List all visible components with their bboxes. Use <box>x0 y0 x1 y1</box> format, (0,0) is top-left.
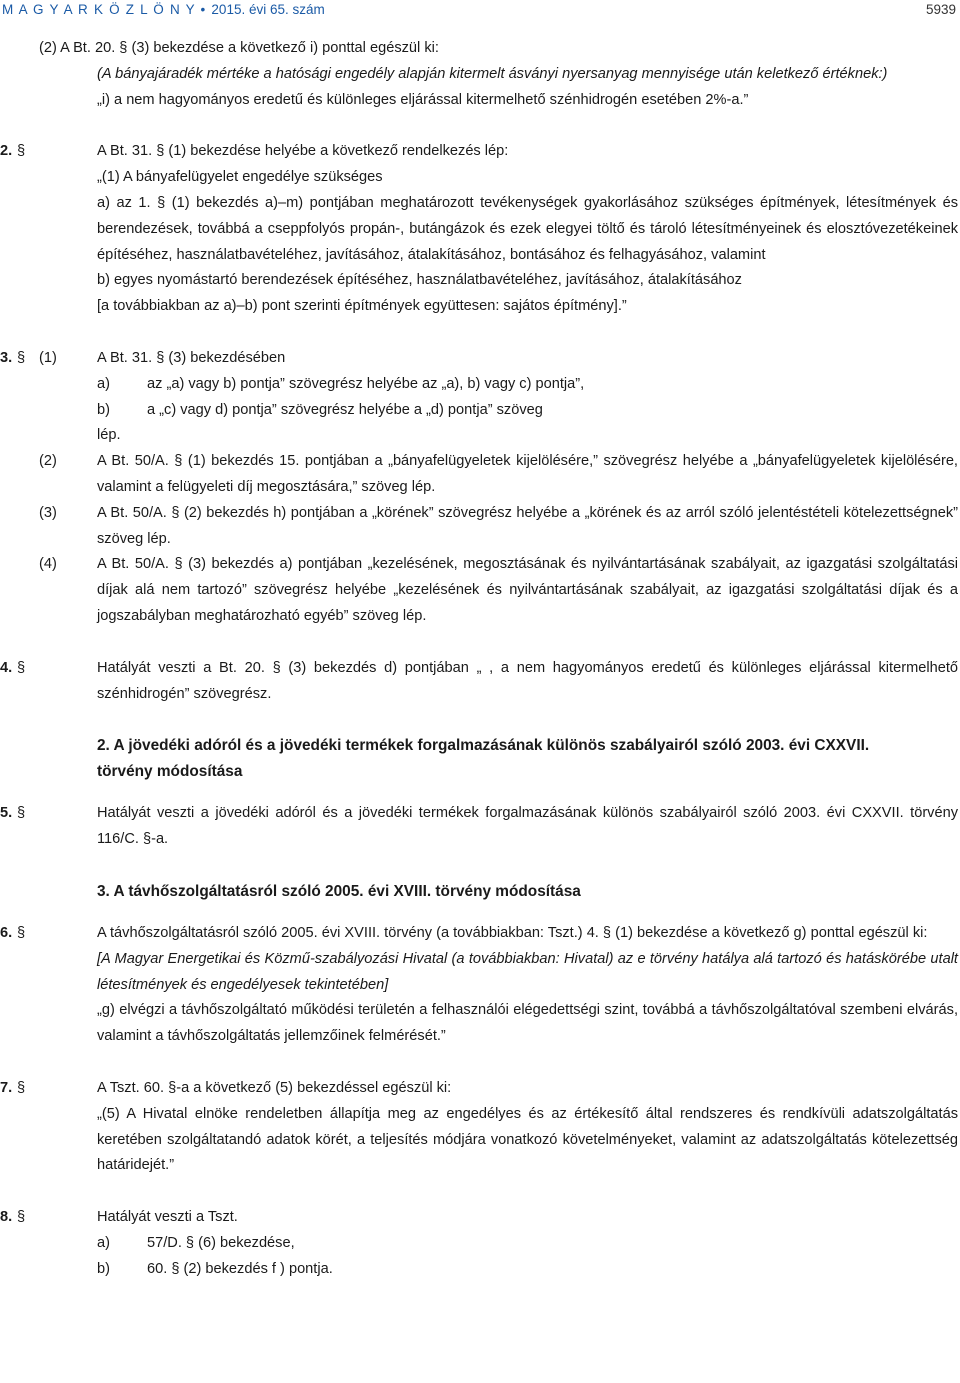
section-number: 8. § <box>0 1209 26 1226</box>
paragraph-text: A Bt. 50/A. § (1) bekezdés 15. pontjában a „bányafelügyeletek kijelölésére,” szövegrész helyébe a „bányafelügyeletek kijelölésére, valamint a felügyeleti díj megosztására,” szöveg lép. <box>97 453 958 495</box>
chapter-title-3: 3. A távhőszolgáltatásról szóló 2005. évi XVIII. törvény módosítása <box>97 882 581 900</box>
s6-context: [A Magyar Energetikai és Közmű-szabályozási Hivatal (a továbbiakban: Hivatal) az e törvény hatálya alá tartozó és hatáskörébe utalt létesítmények és engedélyesek tekintetében] <box>97 950 958 993</box>
s3-point-b <box>97 398 958 424</box>
section-number: 5. § <box>0 805 26 822</box>
s1-lead: (2) A Bt. 20. § (3) bekezdése a következő i) ponttal egészül ki: <box>39 40 439 56</box>
s8-point-a <box>97 1231 958 1257</box>
section-number: 6. § <box>0 924 26 941</box>
section-8 <box>0 1205 958 1282</box>
section-6 <box>0 921 958 1050</box>
point-label: a) <box>97 1234 110 1251</box>
s1-point-i: „i) a nem hagyományos eredetű és különleges eljárással kitermelhető szénhidrogén esetében 2%-a.” <box>97 91 749 108</box>
s3-paragraph-3 <box>39 501 958 553</box>
point-label: b) <box>97 401 110 418</box>
s2-lead: A Bt. 31. § (1) bekezdése helyébe a következő rendelkezés lép: <box>97 143 509 160</box>
section-number: 3. § <box>0 349 26 366</box>
page-header <box>0 0 960 22</box>
section-number: 7. § <box>0 1079 26 1096</box>
paragraph-label: (3) <box>39 504 57 521</box>
section-7 <box>0 1076 958 1179</box>
publication-title <box>2 0 325 20</box>
publication-name: M A G Y A R K Ö Z L Ö N Y <box>2 2 196 17</box>
s3-paragraph-2 <box>39 449 958 501</box>
s7-lead: A Tszt. 60. §-a a következő (5) bekezdéssel egészül ki: <box>97 1079 452 1096</box>
point-label: a) <box>97 375 110 392</box>
point-label: b) <box>97 1260 110 1277</box>
section-4 <box>0 656 958 708</box>
point-text: 60. § (2) bekezdés f ) pontja. <box>147 1260 333 1277</box>
s1-context: (A bányajáradék mértéke a hatósági engedély alapján kitermelt ásványi nyersanyag mennyisége után keletkező értéknek:) <box>97 65 888 82</box>
s5-text: Hatályát veszti a jövedéki adóról és a jövedéki termékek forgalmazásának különös szabályairól szóló 2003. évi CXXVII. törvény 116/C. §-a. <box>97 805 958 848</box>
s2-point-b: b) egyes nyomástartó berendezések építéséhez, használatbavételéhez, javításához, átalakításához <box>97 272 742 289</box>
section-number: 4. § <box>0 659 26 676</box>
s8-point-b <box>97 1257 958 1283</box>
s3-paragraph-1 <box>39 346 958 372</box>
point-text: 57/D. § (6) bekezdése, <box>147 1234 295 1251</box>
paragraph-label: (2) <box>39 453 57 470</box>
paragraph-text: A Bt. 31. § (3) bekezdésében <box>97 349 286 366</box>
issue-number: 2015. évi 65. szám <box>211 2 325 17</box>
paragraph-text: A Bt. 50/A. § (3) bekezdés a) pontjában „kezelésének, megosztásának és nyilvántartásának szabályait, az igazgatási szolgáltatási díjak alá nem tartozó” szövegrész helyébe „kezelésének és nyilvántartásának szabályait, az igazgatási szolgáltatási díjak és a jogszabályban meghatározható egyéb” szöveg lép. <box>97 556 958 624</box>
chapter-title-2: 2. A jövedéki adóról és a jövedéki termékek forgalmazásának különös szabályairól szóló 2003. évi CXXVII. törvény módosítása <box>97 737 870 781</box>
section-2 <box>0 139 958 320</box>
section-3 <box>0 346 958 630</box>
paragraph-label: (4) <box>39 556 57 573</box>
s2-quote-start: „(1) A bányafelügyelet engedélye szükséges <box>97 169 383 186</box>
document-body <box>0 36 958 1282</box>
page-number: 5939 <box>925 2 956 17</box>
section-5 <box>0 801 958 853</box>
s3-point-a <box>97 372 958 398</box>
s2-point-a: a) az 1. § (1) bekezdés a)–m) pontjában meghatározott tevékenységek gyakorlásához szükséges építmények, létesítmények és berendezések, továbbá a cseppfolyós propán-, butángázok és ezek elegyei töltő és tároló létesítményeinek és elosztóvezetékeinek építéséhez, használatbavételéhez, javításához, átalakításához, bontásához és felhagyásához, valamint <box>97 194 958 263</box>
s4-text: Hatályát veszti a Bt. 20. § (3) bekezdés d) pontjában „ , a nem hagyományos eredetű és különleges eljárással kitermelhető szénhidrogén” szövegrész. <box>97 659 958 702</box>
bullet-separator: • <box>200 2 207 17</box>
paragraph-label: (1) <box>39 349 57 366</box>
s3-lep: lép. <box>97 427 121 444</box>
s2-closing: [a továbbiakban az a)–b) pont szerinti építmények együttesen: sajátos építmény].” <box>97 298 627 315</box>
s6-point-g: „g) elvégzi a távhőszolgáltató működési területén a felhasználói elégedettségi szint, továbbá a távhőszolgáltatóval szembeni elvárás, valamint a távhőszolgáltatás jellemzőinek felmérését.” <box>97 1002 958 1045</box>
section-number: 2. § <box>0 143 26 160</box>
s3-paragraph-4 <box>39 552 958 629</box>
s8-lead: Hatályát veszti a Tszt. <box>97 1209 238 1226</box>
point-text: a „c) vagy d) pontja” szövegrész helyébe a „d) pontja” szöveg <box>147 401 543 418</box>
s7-quote: „(5) A Hivatal elnöke rendeletben állapítja meg az engedélyes és az értékesítő által rendszeres és rendkívüli adatszolgáltatás keretében szolgáltatandó adatok körét, a teljesítés módjára vonatkozó követelményeket, valamint az adatszolgáltatás kötelezettség határidejét.” <box>97 1105 958 1174</box>
paragraph-text: A Bt. 50/A. § (2) bekezdés h) pontjában a „körének” szövegrész helyébe a „körének és az arról szóló jelentéstételi kötelezettségnek” szöveg lép. <box>97 504 958 547</box>
point-text: az „a) vagy b) pontja” szövegrész helyébe az „a), b) vagy c) pontja”, <box>147 375 585 392</box>
s6-lead: A távhőszolgáltatásról szóló 2005. évi XVIII. törvény (a továbbiakban: Tszt.) 4. § (1) bekezdése a következő g) ponttal egészül ki: <box>97 924 928 941</box>
